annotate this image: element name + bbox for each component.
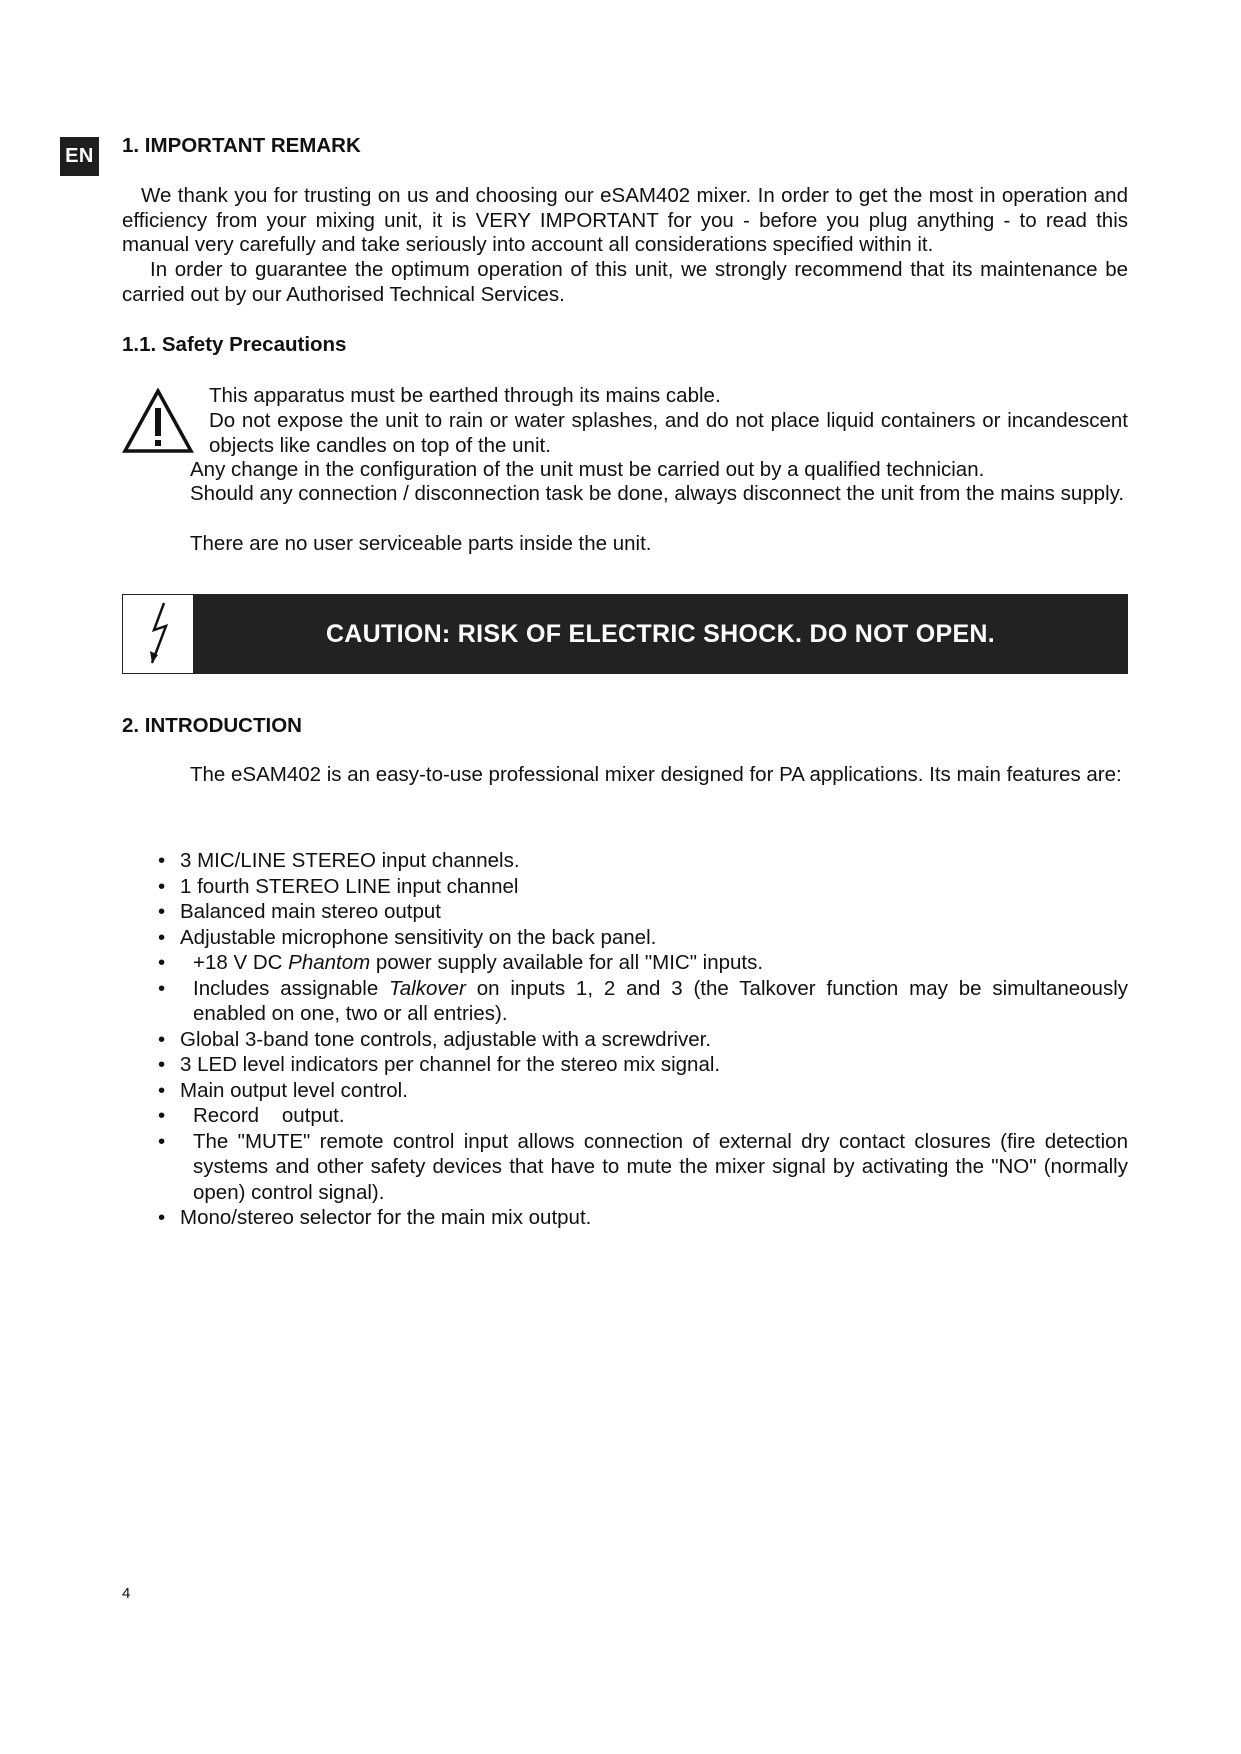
list-item: • Main output level control. bbox=[158, 1078, 408, 1102]
caution-text: CAUTION: RISK OF ELECTRIC SHOCK. DO NOT OPEN. bbox=[194, 595, 1127, 673]
safety-precautions-heading: 1.1. Safety Precautions bbox=[122, 333, 347, 356]
list-item: • Global 3-band tone controls, adjustable with a screwdriver. bbox=[158, 1027, 712, 1051]
list-item: • Record output. bbox=[158, 1104, 345, 1127]
safety-line-no-parts: There are no user serviceable parts inside the unit. bbox=[190, 532, 652, 555]
language-badge: EN bbox=[60, 137, 99, 176]
features-list bbox=[158, 848, 1128, 1231]
list-item: • Mono/stereo selector for the main mix output. bbox=[158, 1206, 592, 1229]
list-item: • 3 LED level indicators per channel for the stereo mix signal. bbox=[158, 1053, 721, 1076]
list-item: • The "MUTE" remote control input allows connection of external dry contact closures (fire detection systems and other safety devices that have to mute the mixer signal by activating the "NO" (normally open) control signal). bbox=[158, 1129, 1128, 1204]
safety-line-disconnect: Should any connection / disconnection task be done, always disconnect the unit from the mains supply. bbox=[190, 482, 1125, 505]
caution-icon-cell bbox=[123, 595, 194, 673]
caution-banner bbox=[122, 594, 1128, 674]
warning-triangle-icon bbox=[122, 388, 194, 454]
important-remark-paragraph-1: We thank you for trusting on us and choosing our eSAM402 mixer. In order to get the most in operation and efficiency from your mixing unit, it is VERY IMPORTANT for you - before you plug anything - to read this manual very carefully and take seriously into account all considerations specified within it. bbox=[122, 184, 1128, 256]
safety-line-configuration: Any change in the configuration of the unit must be carried out by a qualified technician. bbox=[190, 458, 985, 481]
list-item: • 1 fourth STEREO LINE input channel bbox=[158, 874, 519, 898]
page-number: 4 bbox=[122, 1585, 131, 1602]
list-item: • Balanced main stereo output bbox=[158, 900, 441, 923]
list-item: • 3 MIC/LINE STEREO input channels. bbox=[158, 849, 520, 872]
section-1-heading: 1. IMPORTANT REMARK bbox=[122, 134, 361, 157]
introduction-heading: 2. INTRODUCTION bbox=[122, 714, 302, 737]
list-item: • Includes assignable Talkover on inputs 1, 2 and 3 (the Talkover function may be simultaneously enabled on one, two or all entries). bbox=[158, 976, 1129, 1025]
important-remark-paragraph-2: In order to guarantee the optimum operation of this unit, we strongly recommend that its maintenance be carried out by our Authorised Technical Services. bbox=[122, 258, 1128, 306]
introduction-paragraph: The eSAM402 is an easy-to-use professional mixer designed for PA applications. Its main features are: bbox=[190, 763, 1122, 786]
safety-line-water: Do not expose the unit to rain or water splashes, and do not place liquid containers or incandescent objects like candles on top of the unit. bbox=[209, 409, 1128, 457]
safety-line-earthed: This apparatus must be earthed through its mains cable. bbox=[209, 384, 721, 407]
list-item: • Adjustable microphone sensitivity on the back panel. bbox=[158, 925, 657, 949]
list-item: • +18 V DC Phantom power supply available for all "MIC" inputs. bbox=[158, 951, 764, 974]
lightning-bolt-icon bbox=[143, 601, 173, 667]
